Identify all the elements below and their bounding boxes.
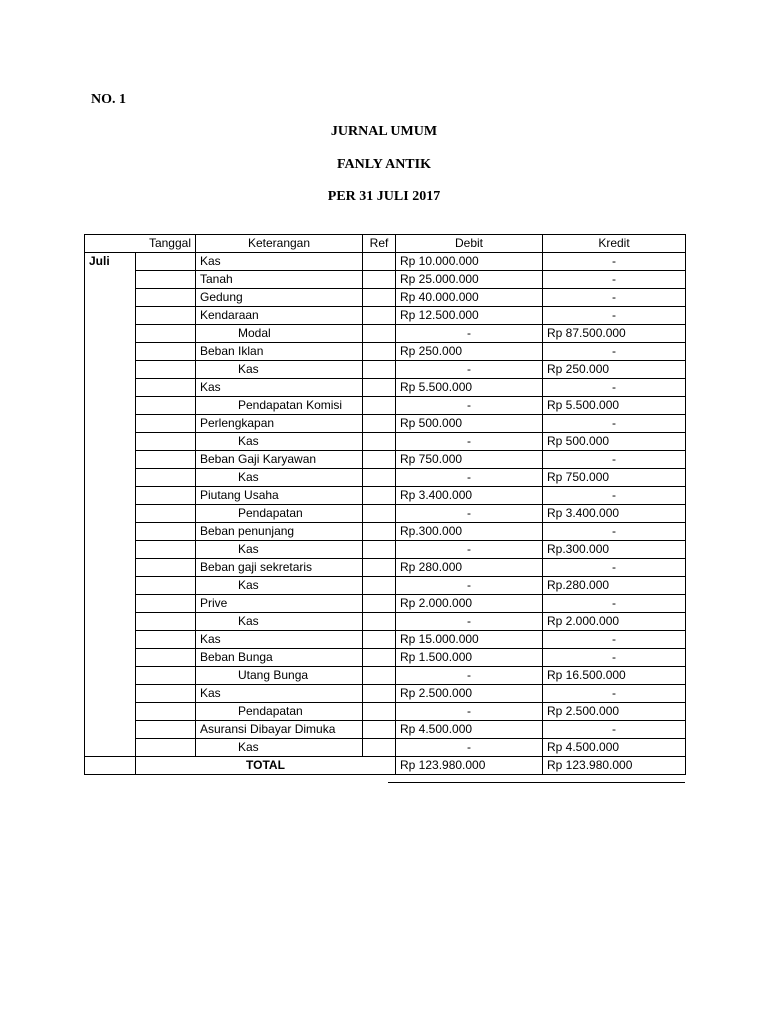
kredit-cell: - bbox=[543, 271, 686, 289]
debit-cell: - bbox=[396, 703, 543, 721]
table-row bbox=[85, 703, 686, 721]
debit-cell: - bbox=[396, 469, 543, 487]
kredit-cell: - bbox=[543, 523, 686, 541]
keterangan-cell: Kendaraan bbox=[196, 307, 363, 325]
table-row bbox=[85, 685, 686, 703]
date-cell bbox=[136, 415, 196, 433]
keterangan-cell: Kas bbox=[196, 541, 363, 559]
ref-cell bbox=[363, 613, 396, 631]
table-row bbox=[85, 253, 686, 271]
keterangan-cell: Piutang Usaha bbox=[196, 487, 363, 505]
kredit-cell: Rp 2.000.000 bbox=[543, 613, 686, 631]
period: PER 31 JULI 2017 bbox=[327, 189, 441, 204]
ref-cell bbox=[363, 631, 396, 649]
date-cell bbox=[136, 631, 196, 649]
debit-cell: Rp 25.000.000 bbox=[396, 271, 543, 289]
kredit-cell: - bbox=[543, 307, 686, 325]
table-row bbox=[85, 613, 686, 631]
date-cell bbox=[136, 739, 196, 757]
kredit-cell: - bbox=[543, 415, 686, 433]
kredit-cell: Rp.300.000 bbox=[543, 541, 686, 559]
header-tanggal: Tanggal bbox=[85, 235, 196, 253]
date-cell bbox=[136, 559, 196, 577]
ref-cell bbox=[363, 361, 396, 379]
ref-cell bbox=[363, 595, 396, 613]
ref-cell bbox=[363, 343, 396, 361]
header-debit: Debit bbox=[396, 235, 543, 253]
table-row bbox=[85, 721, 686, 739]
journal-table bbox=[84, 234, 686, 775]
keterangan-cell: Beban gaji sekretaris bbox=[196, 559, 363, 577]
date-cell bbox=[136, 487, 196, 505]
keterangan-cell: Gedung bbox=[196, 289, 363, 307]
date-cell bbox=[136, 253, 196, 271]
keterangan-cell: Beban Iklan bbox=[196, 343, 363, 361]
debit-cell: Rp 500.000 bbox=[396, 415, 543, 433]
date-cell bbox=[136, 451, 196, 469]
kredit-cell: Rp 750.000 bbox=[543, 469, 686, 487]
header-row bbox=[85, 235, 686, 253]
date-cell bbox=[136, 469, 196, 487]
table-row bbox=[85, 325, 686, 343]
header-kredit: Kredit bbox=[543, 235, 686, 253]
kredit-cell: - bbox=[543, 451, 686, 469]
debit-cell: - bbox=[396, 505, 543, 523]
table-row bbox=[85, 451, 686, 469]
table-row bbox=[85, 505, 686, 523]
debit-cell: Rp 2.000.000 bbox=[396, 595, 543, 613]
table-row bbox=[85, 379, 686, 397]
debit-cell: - bbox=[396, 541, 543, 559]
ref-cell bbox=[363, 541, 396, 559]
kredit-cell: Rp.280.000 bbox=[543, 577, 686, 595]
table-row bbox=[85, 649, 686, 667]
kredit-cell: Rp 4.500.000 bbox=[543, 739, 686, 757]
debit-cell: Rp 12.500.000 bbox=[396, 307, 543, 325]
keterangan-cell: Kas bbox=[196, 577, 363, 595]
ref-cell bbox=[363, 397, 396, 415]
date-cell bbox=[136, 595, 196, 613]
date-cell bbox=[136, 685, 196, 703]
date-cell bbox=[136, 541, 196, 559]
keterangan-cell: Kas bbox=[196, 613, 363, 631]
date-cell bbox=[136, 613, 196, 631]
document-title: JURNAL UMUM bbox=[330, 124, 438, 139]
keterangan-cell: Kas bbox=[196, 685, 363, 703]
date-cell bbox=[136, 721, 196, 739]
keterangan-cell: Tanah bbox=[196, 271, 363, 289]
date-cell bbox=[136, 523, 196, 541]
date-cell bbox=[136, 703, 196, 721]
table-row bbox=[85, 667, 686, 685]
header-keterangan: Keterangan bbox=[196, 235, 363, 253]
keterangan-cell: Kas bbox=[196, 739, 363, 757]
keterangan-cell: Kas bbox=[196, 433, 363, 451]
date-cell bbox=[136, 379, 196, 397]
table-row bbox=[85, 595, 686, 613]
kredit-cell: - bbox=[543, 289, 686, 307]
total-underline bbox=[388, 782, 685, 783]
ref-cell bbox=[363, 307, 396, 325]
ref-cell bbox=[363, 559, 396, 577]
debit-cell: - bbox=[396, 577, 543, 595]
debit-cell: - bbox=[396, 433, 543, 451]
kredit-cell: Rp 2.500.000 bbox=[543, 703, 686, 721]
keterangan-cell: Utang Bunga bbox=[196, 667, 363, 685]
date-cell bbox=[136, 649, 196, 667]
table-row bbox=[85, 361, 686, 379]
debit-cell: - bbox=[396, 613, 543, 631]
table-row bbox=[85, 469, 686, 487]
ref-cell bbox=[363, 325, 396, 343]
kredit-cell: - bbox=[543, 559, 686, 577]
ref-cell bbox=[363, 739, 396, 757]
keterangan-cell: Pendapatan bbox=[196, 703, 363, 721]
ref-cell bbox=[363, 577, 396, 595]
debit-cell: Rp 3.400.000 bbox=[396, 487, 543, 505]
keterangan-cell: Prive bbox=[196, 595, 363, 613]
table-row bbox=[85, 487, 686, 505]
date-cell bbox=[136, 433, 196, 451]
keterangan-cell: Kas bbox=[196, 631, 363, 649]
debit-cell: - bbox=[396, 325, 543, 343]
date-cell bbox=[136, 667, 196, 685]
debit-cell: Rp 2.500.000 bbox=[396, 685, 543, 703]
keterangan-cell: Beban Bunga bbox=[196, 649, 363, 667]
debit-cell: Rp 1.500.000 bbox=[396, 649, 543, 667]
ref-cell bbox=[363, 667, 396, 685]
keterangan-cell: Perlengkapan bbox=[196, 415, 363, 433]
ref-cell bbox=[363, 523, 396, 541]
date-cell bbox=[136, 307, 196, 325]
debit-cell: Rp 10.000.000 bbox=[396, 253, 543, 271]
keterangan-cell: Kas bbox=[196, 253, 363, 271]
kredit-cell: Rp 500.000 bbox=[543, 433, 686, 451]
keterangan-cell: Beban penunjang bbox=[196, 523, 363, 541]
ref-cell bbox=[363, 685, 396, 703]
debit-cell: - bbox=[396, 361, 543, 379]
date-cell bbox=[136, 361, 196, 379]
total-debit: Rp 123.980.000 bbox=[396, 757, 543, 775]
table-row bbox=[85, 559, 686, 577]
total-kredit: Rp 123.980.000 bbox=[543, 757, 686, 775]
table-row bbox=[85, 343, 686, 361]
ref-cell bbox=[363, 433, 396, 451]
kredit-cell: - bbox=[543, 631, 686, 649]
keterangan-cell: Pendapatan bbox=[196, 505, 363, 523]
keterangan-cell: Pendapatan Komisi bbox=[196, 397, 363, 415]
kredit-cell: - bbox=[543, 343, 686, 361]
date-cell bbox=[136, 325, 196, 343]
date-cell bbox=[136, 271, 196, 289]
debit-cell: Rp 40.000.000 bbox=[396, 289, 543, 307]
ref-cell bbox=[363, 703, 396, 721]
debit-cell: Rp 250.000 bbox=[396, 343, 543, 361]
ref-cell bbox=[363, 721, 396, 739]
kredit-cell: - bbox=[543, 487, 686, 505]
ref-cell bbox=[363, 253, 396, 271]
kredit-cell: - bbox=[543, 721, 686, 739]
keterangan-cell: Kas bbox=[196, 469, 363, 487]
ref-cell bbox=[363, 415, 396, 433]
table-row bbox=[85, 433, 686, 451]
kredit-cell: - bbox=[543, 253, 686, 271]
kredit-cell: Rp 16.500.000 bbox=[543, 667, 686, 685]
company-name: FANLY ANTIK bbox=[336, 157, 431, 172]
keterangan-cell: Beban Gaji Karyawan bbox=[196, 451, 363, 469]
kredit-cell: Rp 250.000 bbox=[543, 361, 686, 379]
table-row bbox=[85, 541, 686, 559]
debit-cell: Rp 4.500.000 bbox=[396, 721, 543, 739]
date-cell bbox=[136, 343, 196, 361]
total-empty-cell bbox=[85, 757, 136, 775]
kredit-cell: - bbox=[543, 649, 686, 667]
total-label: TOTAL bbox=[136, 757, 396, 775]
kredit-cell: - bbox=[543, 595, 686, 613]
header-ref: Ref bbox=[363, 235, 396, 253]
date-cell bbox=[136, 577, 196, 595]
ref-cell bbox=[363, 379, 396, 397]
date-cell bbox=[136, 505, 196, 523]
table-row bbox=[85, 307, 686, 325]
debit-cell: Rp.300.000 bbox=[396, 523, 543, 541]
debit-cell: - bbox=[396, 397, 543, 415]
table-row bbox=[85, 631, 686, 649]
table-row bbox=[85, 523, 686, 541]
kredit-cell: Rp 87.500.000 bbox=[543, 325, 686, 343]
table-row bbox=[85, 397, 686, 415]
table-row bbox=[85, 271, 686, 289]
debit-cell: Rp 280.000 bbox=[396, 559, 543, 577]
ref-cell bbox=[363, 649, 396, 667]
table-row bbox=[85, 739, 686, 757]
kredit-cell: - bbox=[543, 379, 686, 397]
keterangan-cell: Modal bbox=[196, 325, 363, 343]
keterangan-cell: Kas bbox=[196, 361, 363, 379]
month-cell: Juli bbox=[85, 253, 136, 757]
table-row bbox=[85, 415, 686, 433]
debit-cell: - bbox=[396, 739, 543, 757]
total-row bbox=[85, 757, 686, 775]
debit-cell: - bbox=[396, 667, 543, 685]
ref-cell bbox=[363, 469, 396, 487]
table-row bbox=[85, 577, 686, 595]
keterangan-cell: Asuransi Dibayar Dimuka bbox=[196, 721, 363, 739]
kredit-cell: Rp 3.400.000 bbox=[543, 505, 686, 523]
ref-cell bbox=[363, 505, 396, 523]
ref-cell bbox=[363, 451, 396, 469]
section-number: NO. 1 bbox=[91, 92, 126, 107]
debit-cell: Rp 5.500.000 bbox=[396, 379, 543, 397]
debit-cell: Rp 15.000.000 bbox=[396, 631, 543, 649]
kredit-cell: Rp 5.500.000 bbox=[543, 397, 686, 415]
debit-cell: Rp 750.000 bbox=[396, 451, 543, 469]
keterangan-cell: Kas bbox=[196, 379, 363, 397]
ref-cell bbox=[363, 487, 396, 505]
kredit-cell: - bbox=[543, 685, 686, 703]
ref-cell bbox=[363, 289, 396, 307]
date-cell bbox=[136, 397, 196, 415]
table-row bbox=[85, 289, 686, 307]
ref-cell bbox=[363, 271, 396, 289]
date-cell bbox=[136, 289, 196, 307]
